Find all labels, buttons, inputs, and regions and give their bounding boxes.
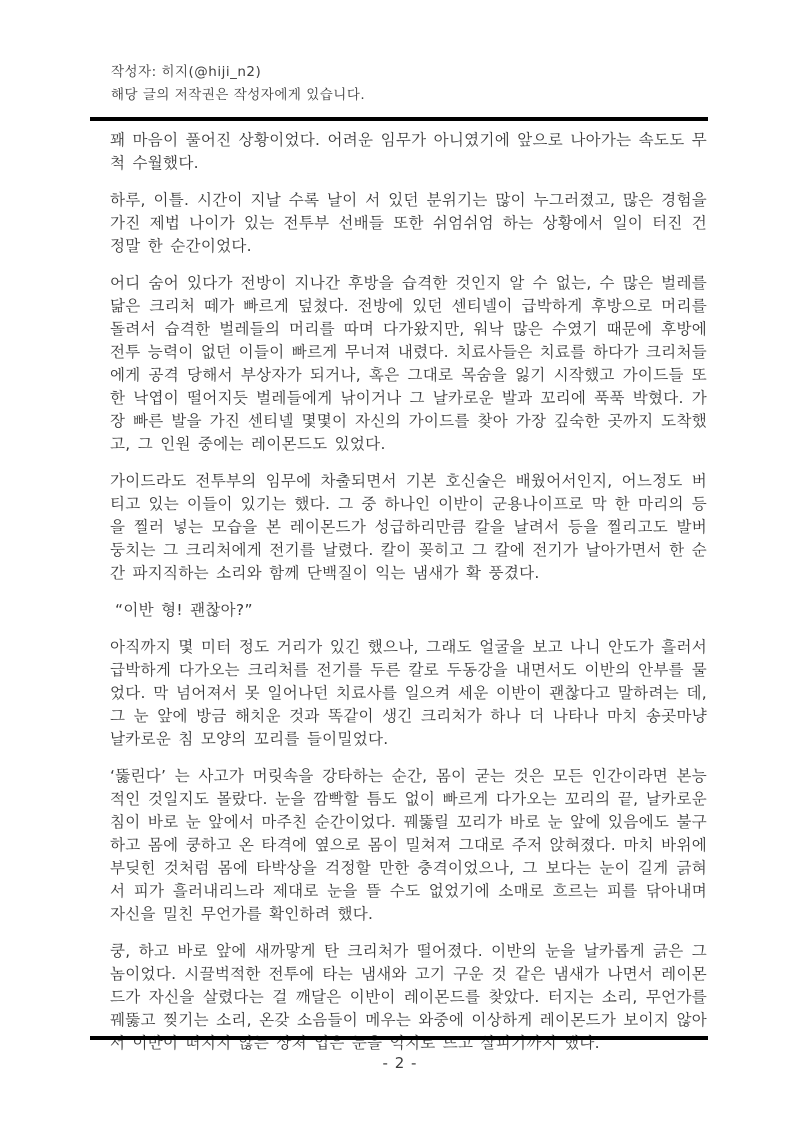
copyright-line: 해당 글의 저작권은 작성자에게 있습니다. (111, 87, 366, 103)
footer-rule (90, 1036, 708, 1040)
header-rule (90, 117, 708, 121)
body-paragraph: 쿵, 하고 바로 앞에 새까맣게 탄 크리처가 떨어졌다. 이반의 눈을 날카롭게 긁은 그 놈이었다. 시끌벅적한 전투에 타는 냄새와 고기 구운 것 같은 냄새가 나면서 레이몬드가 자신을 살렸다는 걸 깨달은 이반이 레이몬드를 찾았다. 터지는 소리, 무언가를 꿰뚫고 찢기는 소리, 온갖 소음들이 메우는 와중에 이상하게 레이몬드가 보이지 않아서 이반이 떠지지 않는 상처 입은 눈을 억지로 뜨고 살피기까지 했다. (110, 942, 707, 1052)
body-paragraph: “이반 형! 괜찮아?” (115, 601, 253, 619)
body-paragraph: 어디 숨어 있다가 전방이 지나간 후방을 습격한 것인지 알 수 없는, 수 많은 벌레를 닮은 크리처 떼가 빠르게 덮쳤다. 전방에 있던 센티넬이 급박하게 후방으로 머리를 돌려서 습격한 벌레들의 머리를 따며 다가왔지만, 워낙 많은 수였기 때문에 후방에 전투 능력이 없던 이들이 빠르게 무너져 내렸다. 치료사들은 치료를 하다가 크리처들에게 공격 당해서 부상자가 되거나, 혹은 그대로 목숨을 잃기 시작했고 가이드들 또한 낙엽이 떨어지듯 벌레들에게 낚이거나 그 날카로운 발과 꼬리에 푹푹 박혔다. 가장 빠른 발을 가진 센티넬 몇몇이 자신의 가이드를 찾아 가장 깊숙한 곳까지 도착했고, 그 인원 중에는 레이몬드도 있었다. (110, 274, 707, 453)
body-paragraph: 아직까지 몇 미터 정도 거리가 있긴 했으나, 그래도 얼굴을 보고 나니 안도가 흘러서 급박하게 다가오는 크리처를 전기를 두른 칼로 두동강을 내면서도 이반의 안부를 물었다. 막 넘어져서 못 일어나던 치료사를 일으켜 세운 이반이 괜찮다고 말하려는 데, 그 눈 앞에 방금 해치운 것과 똑같이 생긴 크리처가 하나 더 나타나 마치 송곳마냥 날카로운 침 모양의 꼬리를 들이밀었다. (110, 638, 707, 748)
page-number: - 2 - (382, 1054, 418, 1072)
body-paragraph: ‘뚫린다’ 는 사고가 머릿속을 강타하는 순간, 몸이 굳는 것은 모든 인간이라면 본능적인 것일지도 몰랐다. 눈을 깜빡할 틈도 없이 빠르게 다가오는 꼬리의 끝, 날카로운 침이 바로 눈 앞에서 마주친 순간이었다. 꿰뚫릴 꼬리가 바로 눈 앞에 있음에도 불구하고 몸에 쿵하고 온 타격에 옆으로 몸이 밀쳐져 그대로 주저 앉혀졌다. 마치 바위에 부딪힌 것처럼 몸에 타박상을 걱정할 만한 충격이었으나, 그 보다는 눈이 길게 긁혀서 피가 흘러내리느라 제대로 눈을 뜰 수도 없었기에 소매로 흐르는 피를 닦아내며 자신을 밀친 무언가를 확인하려 했다. (110, 767, 707, 923)
body-paragraph: 하루, 이틀. 시간이 지날 수록 날이 서 있던 분위기는 많이 누그러졌고, 많은 경험을 가진 제법 나이가 있는 전투부 선배들 또한 쉬엄쉬엄 하는 상황에서 일이 터진 건 정말 한 순간이었다. (110, 191, 707, 255)
body-paragraph: 가이드라도 전투부의 임무에 차출되면서 기본 호신술은 배웠어서인지, 어느정도 버티고 있는 이들이 있기는 했다. 그 중 하나인 이반이 군용나이프로 막 한 마리의 등을 찔러 넣는 모습을 본 레이몬드가 성급하리만큼 칼을 날려서 등을 찔리고도 발버둥치는 그 크리처에게 전기를 날렸다. 칼이 꽂히고 그 칼에 전기가 날아가면서 한 순간 파지직하는 소리와 함께 단백질이 익는 냄새가 확 풍겼다. (110, 472, 707, 582)
document-header (111, 61, 711, 107)
author-line: 작성자: 히지(@hiji_n2) (111, 64, 262, 80)
body-paragraph: 꽤 마음이 풀어진 상황이었다. 어려운 임무가 아니였기에 앞으로 나아가는 속도도 무척 수월했다. (110, 131, 707, 172)
document-body (110, 129, 707, 1069)
